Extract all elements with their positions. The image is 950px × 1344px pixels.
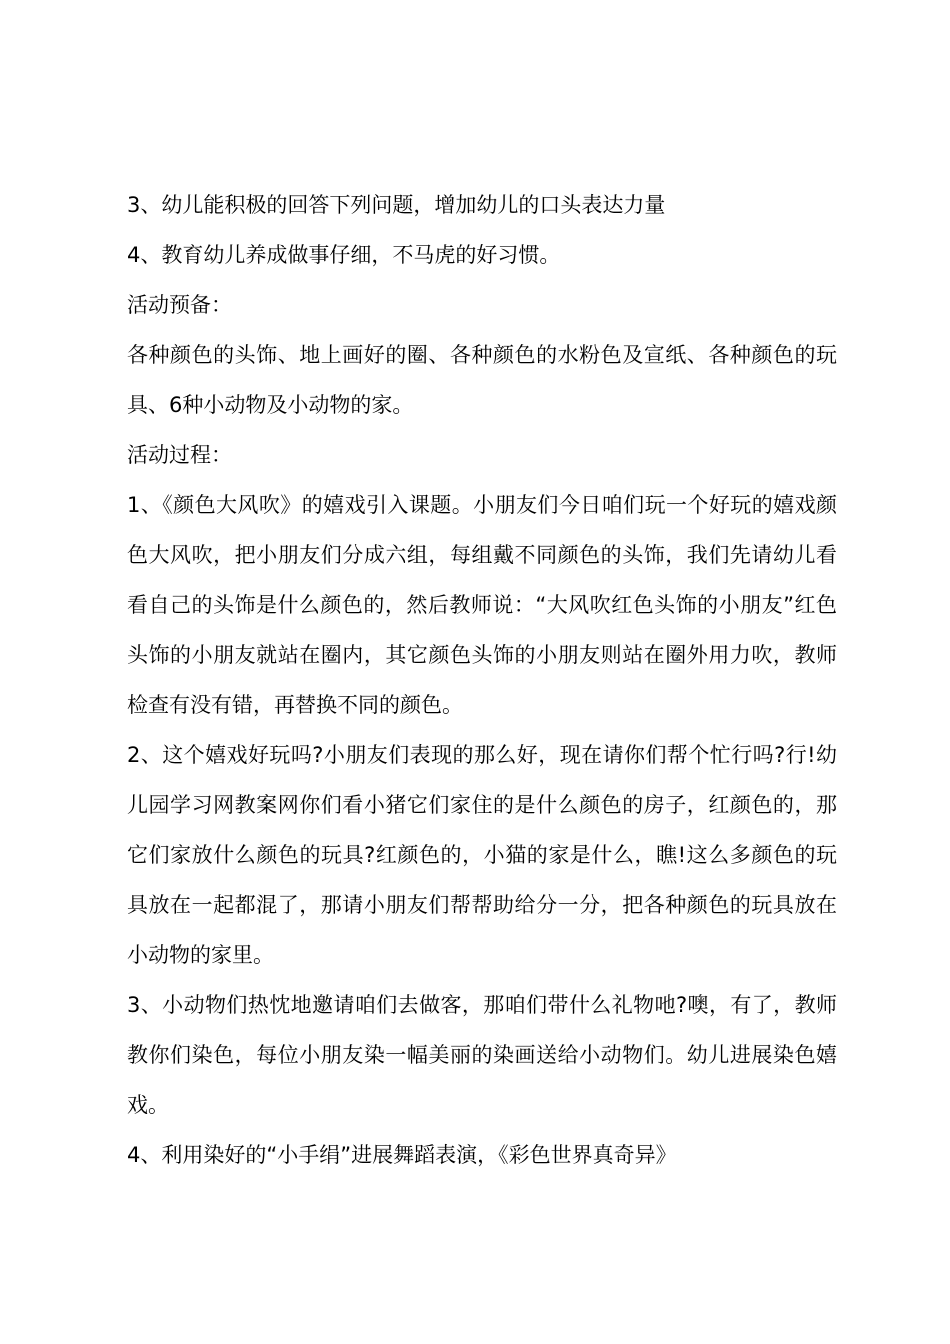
paragraph-step-1: 1、《颜色大风吹》的嬉戏引入课题。小朋友们今日咱们玩一个好玩的嬉戏颜色大风吹，把小朋友们分成六组，每组戴不同颜色的头饰，我们先请幼儿看看自己的头饰是什么颜色的，然后教师说：“大风吹红色头饰的小朋友”红色头饰的小朋友就站在圈内，其它颜色头饰的小朋友则站在圈外用力吹，教师检查有没有错，再替换不同的颜色。 [127,493,837,717]
heading-preparation: 活动预备： [127,293,232,317]
paragraph-goal-3: 3、幼儿能积极的回答下列问题，增加幼儿的口头表达力量 [127,193,666,217]
paragraph-step-3: 3、小动物们热忱地邀请咱们去做客，那咱们带什么礼物吔?噢，有了，教师教你们染色，每位小朋友染一幅美丽的染画送给小动物们。幼儿进展染色嬉戏。 [127,993,837,1117]
document-body [127,180,837,1180]
paragraph-preparation: 各种颜色的头饰、地上画好的圈、各种颜色的水粉色及宣纸、各种颜色的玩具、6种小动物及小动物的家。 [127,343,837,417]
paragraph-step-4: 4、利用染好的“小手绢”进展舞蹈表演，《彩色世界真奇异》 [127,1143,677,1167]
heading-process: 活动过程： [127,443,232,467]
paragraph-step-2: 2、这个嬉戏好玩吗?小朋友们表现的那么好，现在请你们帮个忙行吗?行!幼儿园学习网教案网你们看小猪它们家住的是什么颜色的房子，红颜色的，那它们家放什么颜色的玩具?红颜色的，小猫的家是什么，瞧!这么多颜色的玩具放在一起都混了，那请小朋友们帮帮助给分一分，把各种颜色的玩具放在小动物的家里。 [127,743,837,967]
paragraph-goal-4: 4、教育幼儿养成做事仔细，不马虎的好习惯。 [127,243,561,267]
